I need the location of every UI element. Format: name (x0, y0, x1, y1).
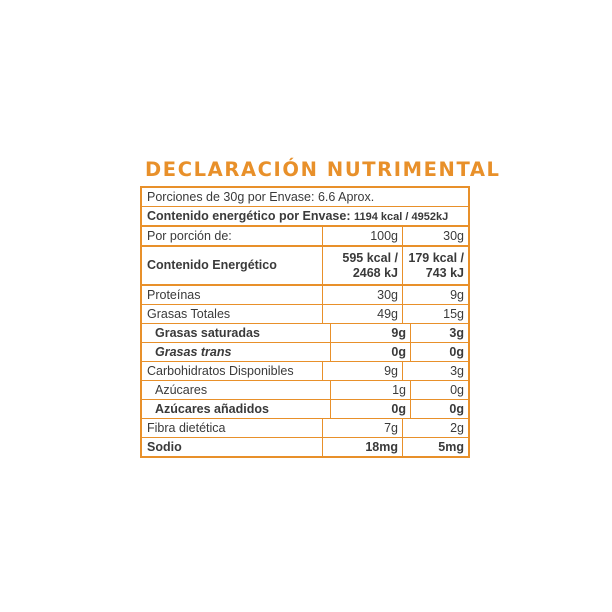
row-value-100g: 9g (322, 362, 402, 380)
row-value-100g: 595 kcal / 2468 kJ (322, 247, 402, 284)
row-label: Fibra dietética (147, 421, 226, 435)
row-value-100g: 30g (322, 286, 402, 304)
energy-per-package-label: Contenido energético por Envase: (147, 209, 351, 223)
table-header-row (142, 227, 468, 247)
row-label: Grasas saturadas (155, 326, 260, 340)
row-label: Grasas trans (155, 345, 232, 359)
row-value-portion: 3g (410, 324, 468, 342)
row-label: Proteínas (147, 288, 201, 302)
row-value-portion: 0g (410, 381, 468, 399)
table-row-carbohydrates (142, 362, 468, 381)
row-value-100g: 0g (330, 400, 410, 418)
row-value-100g: 18mg (322, 438, 402, 456)
servings-line: Porciones de 30g por Envase: 6.6 Aprox. (142, 188, 468, 207)
row-value-portion: 179 kcal / 743 kJ (402, 247, 468, 284)
table-row-added-sugars (142, 400, 468, 419)
table-row-saturated-fat (142, 324, 468, 343)
row-value-portion: 5mg (402, 438, 468, 456)
row-label: Azúcares (155, 383, 208, 397)
header-portion: 30g (402, 227, 468, 245)
row-value-portion: 15g (402, 305, 468, 323)
row-label: Carbohidratos Disponibles (147, 364, 294, 378)
label-title: DECLARACIÓN NUTRIMENTAL (145, 158, 501, 181)
row-value-portion: 0g (410, 343, 468, 361)
table-row-sodium (142, 438, 468, 456)
nutrition-label (140, 157, 501, 458)
header-100g: 100g (322, 227, 402, 245)
row-value-100g: 9g (330, 324, 410, 342)
row-label: Azúcares añadidos (155, 402, 269, 416)
table-row-fiber (142, 419, 468, 438)
table-row-proteins (142, 286, 468, 305)
row-value-portion: 9g (402, 286, 468, 304)
energy-per-package-value: 1194 kcal / 4952kJ (354, 211, 449, 223)
row-value-100g: 0g (330, 343, 410, 361)
row-value-100g: 7g (322, 419, 402, 437)
table-row-trans-fat (142, 343, 468, 362)
row-label: Contenido Energético (147, 258, 277, 272)
row-value-100g: 49g (322, 305, 402, 323)
portion-header-label: Por porción de: (147, 229, 232, 243)
table-row-energy (142, 247, 468, 286)
nutrition-table (140, 186, 470, 458)
row-value-portion: 0g (410, 400, 468, 418)
table-row-sugars (142, 381, 468, 400)
row-label: Sodio (147, 440, 182, 454)
energy-per-package-line (142, 207, 468, 227)
row-value-100g: 1g (330, 381, 410, 399)
row-value-portion: 3g (402, 362, 468, 380)
row-value-portion: 2g (402, 419, 468, 437)
table-row-total-fat (142, 305, 468, 324)
row-label: Grasas Totales (147, 307, 231, 321)
